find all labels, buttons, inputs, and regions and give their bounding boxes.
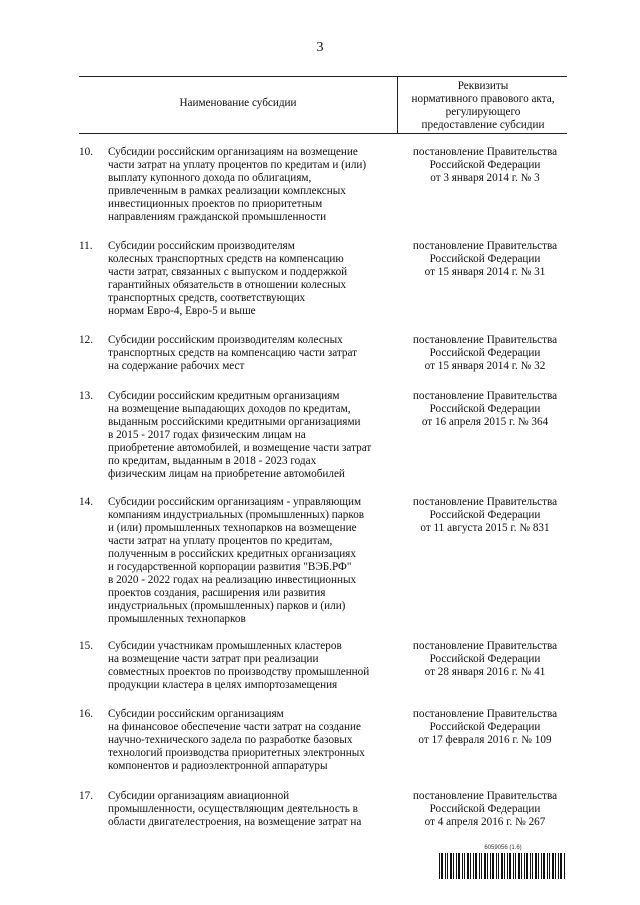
barcode-number: 6059056 (1.6) (484, 845, 522, 851)
subsidy-name: Субсидии организациям авиационной промышленности, осуществляющим деятельность в области двигателестроения, на возмещение затрат на (108, 790, 362, 828)
subsidy-name: Субсидии российским организациям на возмещение части затрат на уплату процентов по кредитам и (или) выплату купонного дохода по облигациям, привлеченным в рамках реализации комплексных инвестиционных проектов по приоритетным направлениям гражданской промышленности (108, 146, 367, 223)
row-number: 14. (79, 496, 93, 508)
subsidy-name: Субсидии российским организациям на финансовое обеспечение части затрат на создание научно-технического задела по разработке базовых технологий производства приоритетных электронных компонентов и радиоэлектронной аппаратуры (108, 708, 365, 772)
legal-act: постановление Правительства Российской Федерации от 17 февраля 2016 г. № 109 (412, 708, 558, 746)
row-number: 15. (79, 640, 93, 652)
header-divider (397, 77, 398, 133)
legal-act: постановление Правительства Российской Федерации от 11 августа 2015 г. № 831 (412, 496, 558, 534)
header-subsidy-name: Наименование субсидии (179, 97, 297, 109)
subsidy-name: Субсидии российским кредитным организациям на возмещение выпадающих доходов по кредитам, выданным российскими кредитными организациями в 2015 - 2017 годах физическим лицам на приобретение автомобилей, и возмещение части затрат по кредитам, выданным в 2018 - 2023 годах физическим лицам на приобретение автомобилей (108, 390, 372, 480)
row-number: 13. (79, 390, 93, 402)
legal-act: постановление Правительства Российской Федерации от 15 января 2014 г. № 31 (412, 240, 558, 278)
legal-act: постановление Правительства Российской Федерации от 28 января 2016 г. № 41 (412, 640, 558, 678)
row-number: 10. (79, 146, 93, 158)
page-number: 3 (316, 40, 324, 55)
row-number: 16. (79, 708, 93, 720)
subsidy-name: Субсидии российским производителям колесных транспортных средств на компенсацию части затрат на содержание рабочих мест (108, 334, 358, 372)
subsidy-name: Субсидии участникам промышленных кластеров на возмещение части затрат при реализации совместных проектов по производству промышленной продукции кластера в целях импортозамещения (108, 640, 370, 691)
legal-act: постановление Правительства Российской Федерации от 4 апреля 2016 г. № 267 (412, 790, 558, 828)
subsidy-name: Субсидии российским производителям колесных транспортных средств на компенсацию части затрат, связанных с выпуском и поддержкой гарантийных обязательств в отношении колесных транспортных средств, соответствующих нормам Евро-4, Евро-5 и выше (108, 240, 348, 317)
barcode (438, 845, 568, 879)
legal-act: постановление Правительства Российской Федерации от 15 января 2014 г. № 32 (412, 334, 558, 372)
header-legal-act: Реквизиты нормативного правового акта, регулирующего предоставление субсидии (411, 80, 555, 131)
barcode-icon (438, 853, 568, 879)
subsidy-name: Субсидии российским организациям - управляющим компаниям индустриальных (промышленных) парков и (или) промышленных технопарков на возмещение части затрат на уплату процентов по кредитам, полученным в российских кредитных организациях и государственной корпорации развития "ВЭБ.РФ" в 2020 - 2022 годах на реализацию инвестиционных проектов создания, расширения или развития индустриальных (промышленных) парков и (или) промышленных технопарков (108, 496, 365, 625)
legal-act: постановление Правительства Российской Федерации от 16 апреля 2015 г. № 364 (412, 390, 558, 428)
row-number: 11. (79, 240, 93, 252)
row-number: 17. (79, 790, 93, 802)
row-number: 12. (79, 334, 93, 346)
table-header (79, 76, 567, 134)
legal-act: постановление Правительства Российской Федерации от 3 января 2014 г. № 3 (412, 146, 558, 184)
